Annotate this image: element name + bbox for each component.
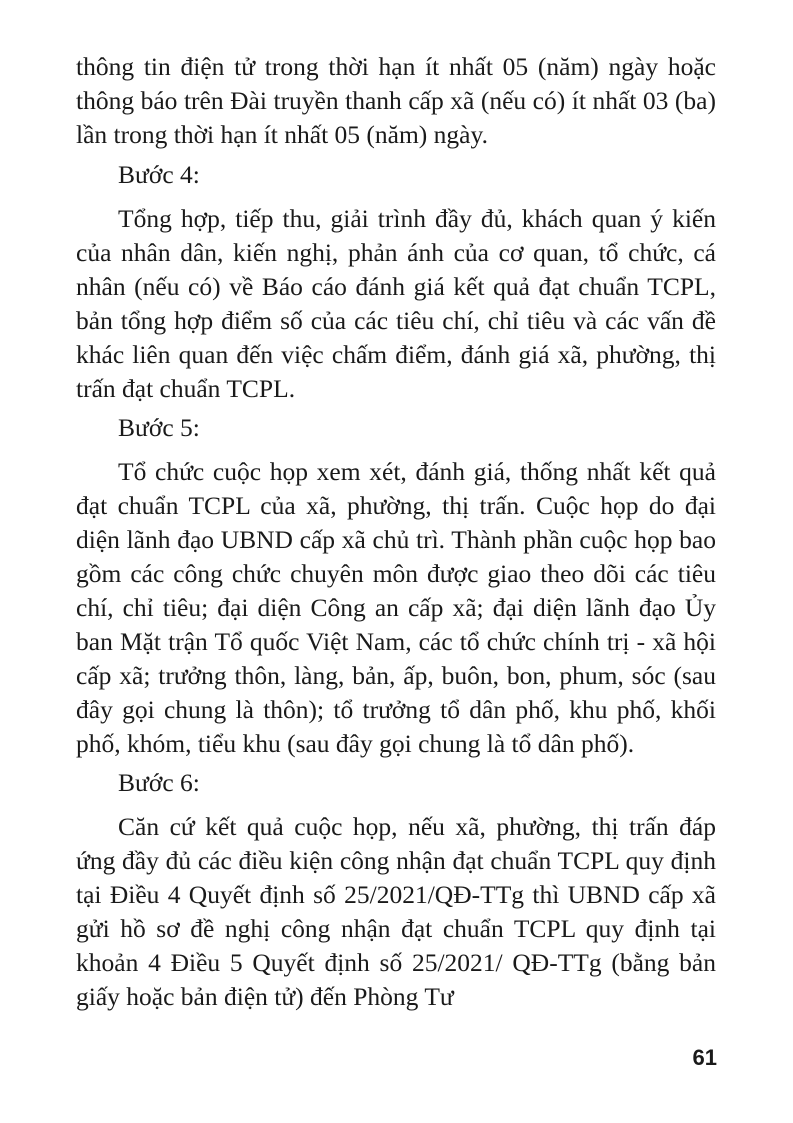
step-6-paragraph: Căn cứ kết quả cuộc họp, nếu xã, phường, thị trấn đáp ứng đầy đủ các điều kiện công nhận đạt chuẩn TCPL quy định tại Điều 4 Quyết định số 25/2021/QĐ-TTg thì UBND cấp xã gửi hồ sơ đề nghị công nhận đạt chuẩn TCPL quy định tại khoản 4 Điều 5 Quyết định số 25/2021/ QĐ-TTg (bằng bản giấy hoặc bản điện tử) đến Phòng Tư <box>76 812 716 1011</box>
step-4-label: Bước 4: <box>118 160 200 189</box>
continuation-paragraph: thông tin điện tử trong thời hạn ít nhất 05 (năm) ngày hoặc thông báo trên Đài truyền thanh cấp xã (nếu có) ít nhất 03 (ba) lần trong thời hạn ít nhất 05 (năm) ngày. <box>76 52 716 149</box>
step-4-paragraph: Tổng hợp, tiếp thu, giải trình đầy đủ, khách quan ý kiến của nhân dân, kiến nghị, phản ánh của cơ quan, tổ chức, cá nhân (nếu có) về Báo cáo đánh giá kết quả đạt chuẩn TCPL, bản tổng hợp điểm số của các tiêu chí, chỉ tiêu và các vấn đề khác liên quan đến việc chấm điểm, đánh giá xã, phường, thị trấn đạt chuẩn TCPL. <box>76 204 716 403</box>
document-page <box>76 50 716 1014</box>
step-6-label: Bước 6: <box>118 768 200 797</box>
step-5-paragraph: Tổ chức cuộc họp xem xét, đánh giá, thống nhất kết quả đạt chuẩn TCPL của xã, phường, thị trấn. Cuộc họp do đại diện lãnh đạo UBND cấp xã chủ trì. Thành phần cuộc họp bao gồm các công chức chuyên môn được giao theo dõi các tiêu chí, chỉ tiêu; đại diện Công an cấp xã; đại diện lãnh đạo Ủy ban Mặt trận Tổ quốc Việt Nam, các tổ chức chính trị - xã hội cấp xã; trưởng thôn, làng, bản, ấp, buôn, bon, phum, sóc (sau đây gọi chung là thôn); tổ trưởng tổ dân phố, khu phố, khối phố, khóm, tiểu khu (sau đây gọi chung là tổ dân phố). <box>76 457 716 758</box>
step-5-label: Bước 5: <box>118 413 200 442</box>
page-number: 61 <box>692 1045 717 1070</box>
